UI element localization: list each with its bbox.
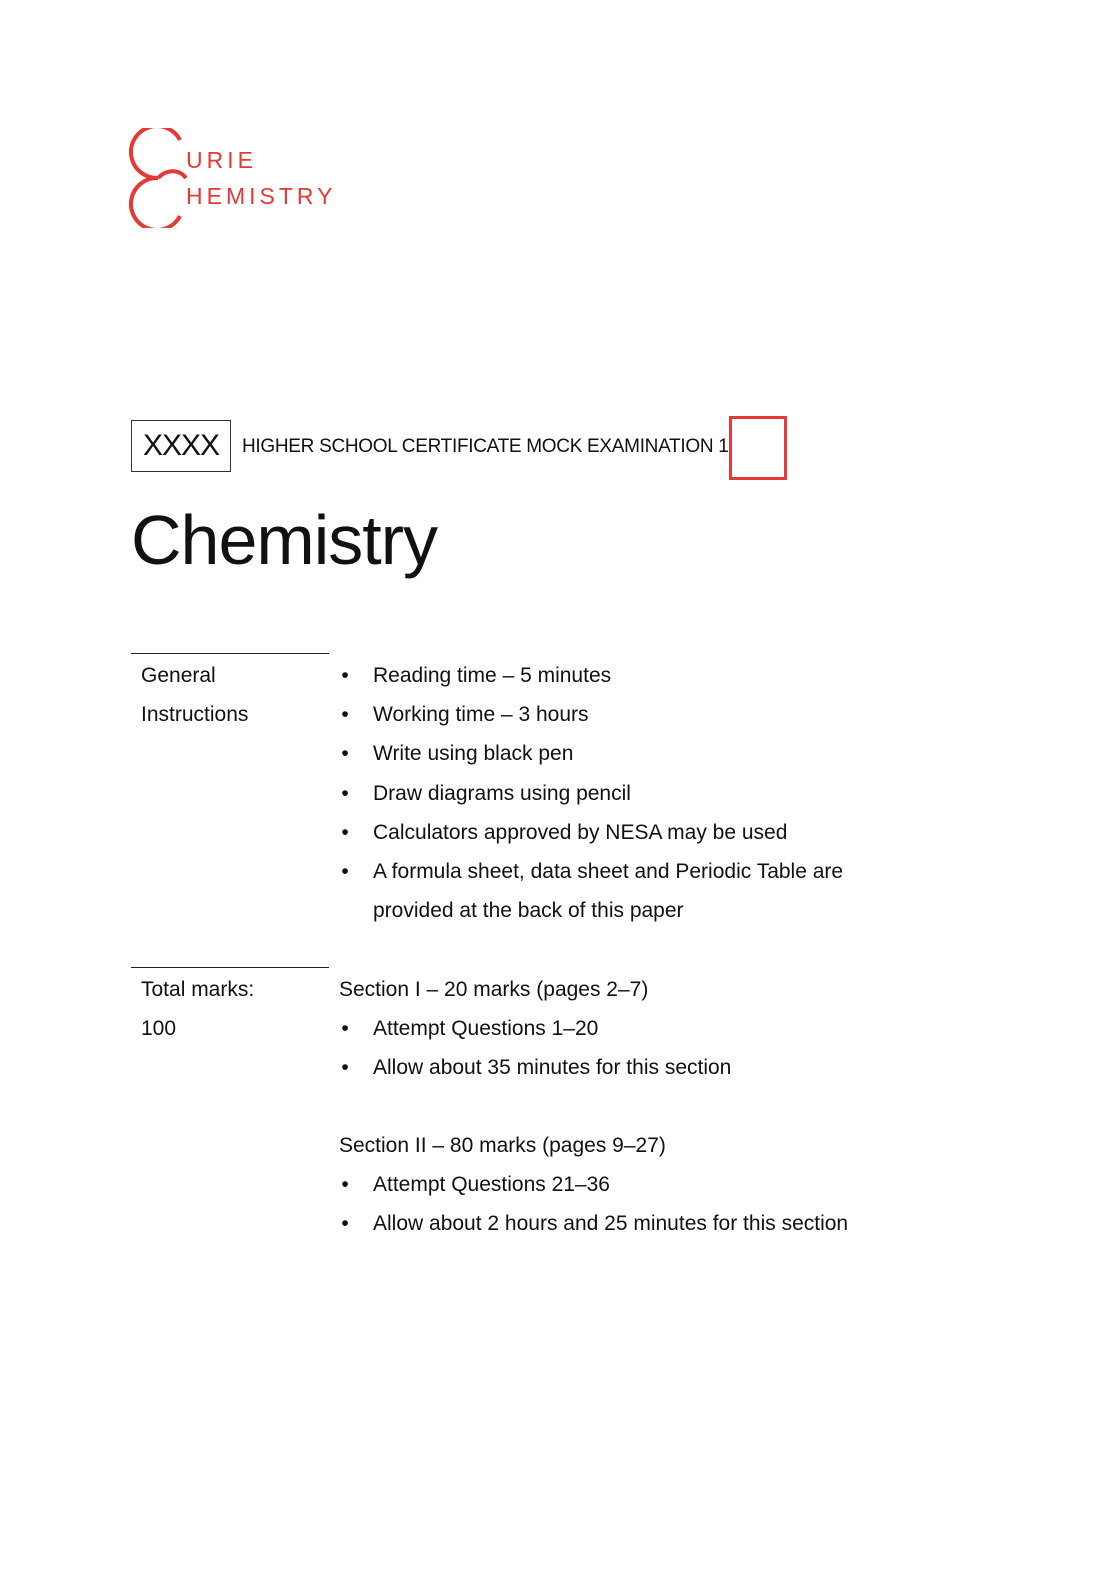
list-item-text: Reading time – 5 minutes bbox=[373, 664, 612, 687]
list-item-text: Attempt Questions 21–36 bbox=[373, 1173, 610, 1196]
list-item bbox=[339, 1048, 939, 1087]
divider-general bbox=[131, 653, 329, 654]
bullet-icon: • bbox=[341, 820, 349, 844]
list-item bbox=[339, 774, 939, 813]
list-item bbox=[339, 852, 939, 891]
curie-chemistry-logo bbox=[128, 128, 348, 228]
divider-total-marks bbox=[131, 967, 329, 968]
section-1-heading bbox=[339, 970, 648, 1009]
general-instructions-label bbox=[141, 656, 248, 734]
exam-title: HIGHER SCHOOL CERTIFICATE MOCK EXAMINATION 1 bbox=[242, 436, 729, 457]
general-instructions-list bbox=[339, 656, 939, 930]
list-item-text: Allow about 2 hours and 25 minutes for this section bbox=[373, 1212, 849, 1236]
list-item bbox=[339, 695, 939, 734]
list-item-text: A formula sheet, data sheet and Periodic Table are bbox=[373, 860, 844, 884]
list-item-text: Draw diagrams using pencil bbox=[373, 781, 631, 805]
total-marks-label-text: Total marks: bbox=[141, 978, 255, 1001]
total-marks-label bbox=[141, 970, 254, 1048]
list-item-text: provided at the back of this paper bbox=[373, 899, 684, 923]
total-marks-value: 100 bbox=[141, 1017, 177, 1040]
section-1-list bbox=[339, 1009, 939, 1087]
bullet-icon: • bbox=[341, 1017, 349, 1040]
section-1-pages: (pages 2–7) bbox=[536, 978, 649, 1001]
section-2-pages: (pages 9–27) bbox=[542, 1134, 666, 1157]
section-1-title: Section I – 20 marks bbox=[339, 978, 531, 1001]
list-item-text: Working time – 3 hours bbox=[373, 703, 589, 727]
logo-text-line2: HEMISTRY bbox=[186, 183, 337, 209]
label-line: General bbox=[141, 664, 216, 687]
highlight-box bbox=[729, 416, 787, 480]
list-item-text: Allow about 35 minutes for this section bbox=[373, 1056, 732, 1080]
label-line: Instructions bbox=[141, 703, 249, 726]
list-item bbox=[339, 734, 939, 773]
bullet-icon: • bbox=[341, 781, 349, 805]
list-item bbox=[339, 1009, 939, 1048]
list-item-continuation bbox=[339, 891, 939, 930]
bullet-icon: • bbox=[341, 860, 349, 884]
logo-text-line1: URIE bbox=[186, 147, 257, 173]
list-item bbox=[339, 813, 939, 852]
section-2-list bbox=[339, 1165, 939, 1243]
list-item-text: Calculators approved by NESA may be used bbox=[373, 820, 788, 844]
list-item bbox=[339, 1204, 939, 1243]
exam-code-box: XXXX bbox=[131, 420, 231, 472]
list-item bbox=[339, 656, 939, 695]
section-2-title: Section II – 80 marks bbox=[339, 1134, 537, 1157]
list-item-text: Attempt Questions 1–20 bbox=[373, 1017, 599, 1040]
list-item bbox=[339, 1165, 939, 1204]
list-item-text: Write using black pen bbox=[373, 742, 574, 766]
logo-mark-icon bbox=[128, 128, 198, 228]
bullet-icon: • bbox=[341, 664, 349, 687]
section-2-heading bbox=[339, 1126, 666, 1165]
subject-title: Chemistry bbox=[131, 501, 438, 579]
bullet-icon: • bbox=[341, 1173, 349, 1196]
bullet-icon: • bbox=[341, 703, 349, 727]
bullet-icon: • bbox=[341, 1212, 349, 1236]
bullet-icon: • bbox=[341, 1056, 349, 1080]
bullet-icon: • bbox=[341, 742, 349, 766]
